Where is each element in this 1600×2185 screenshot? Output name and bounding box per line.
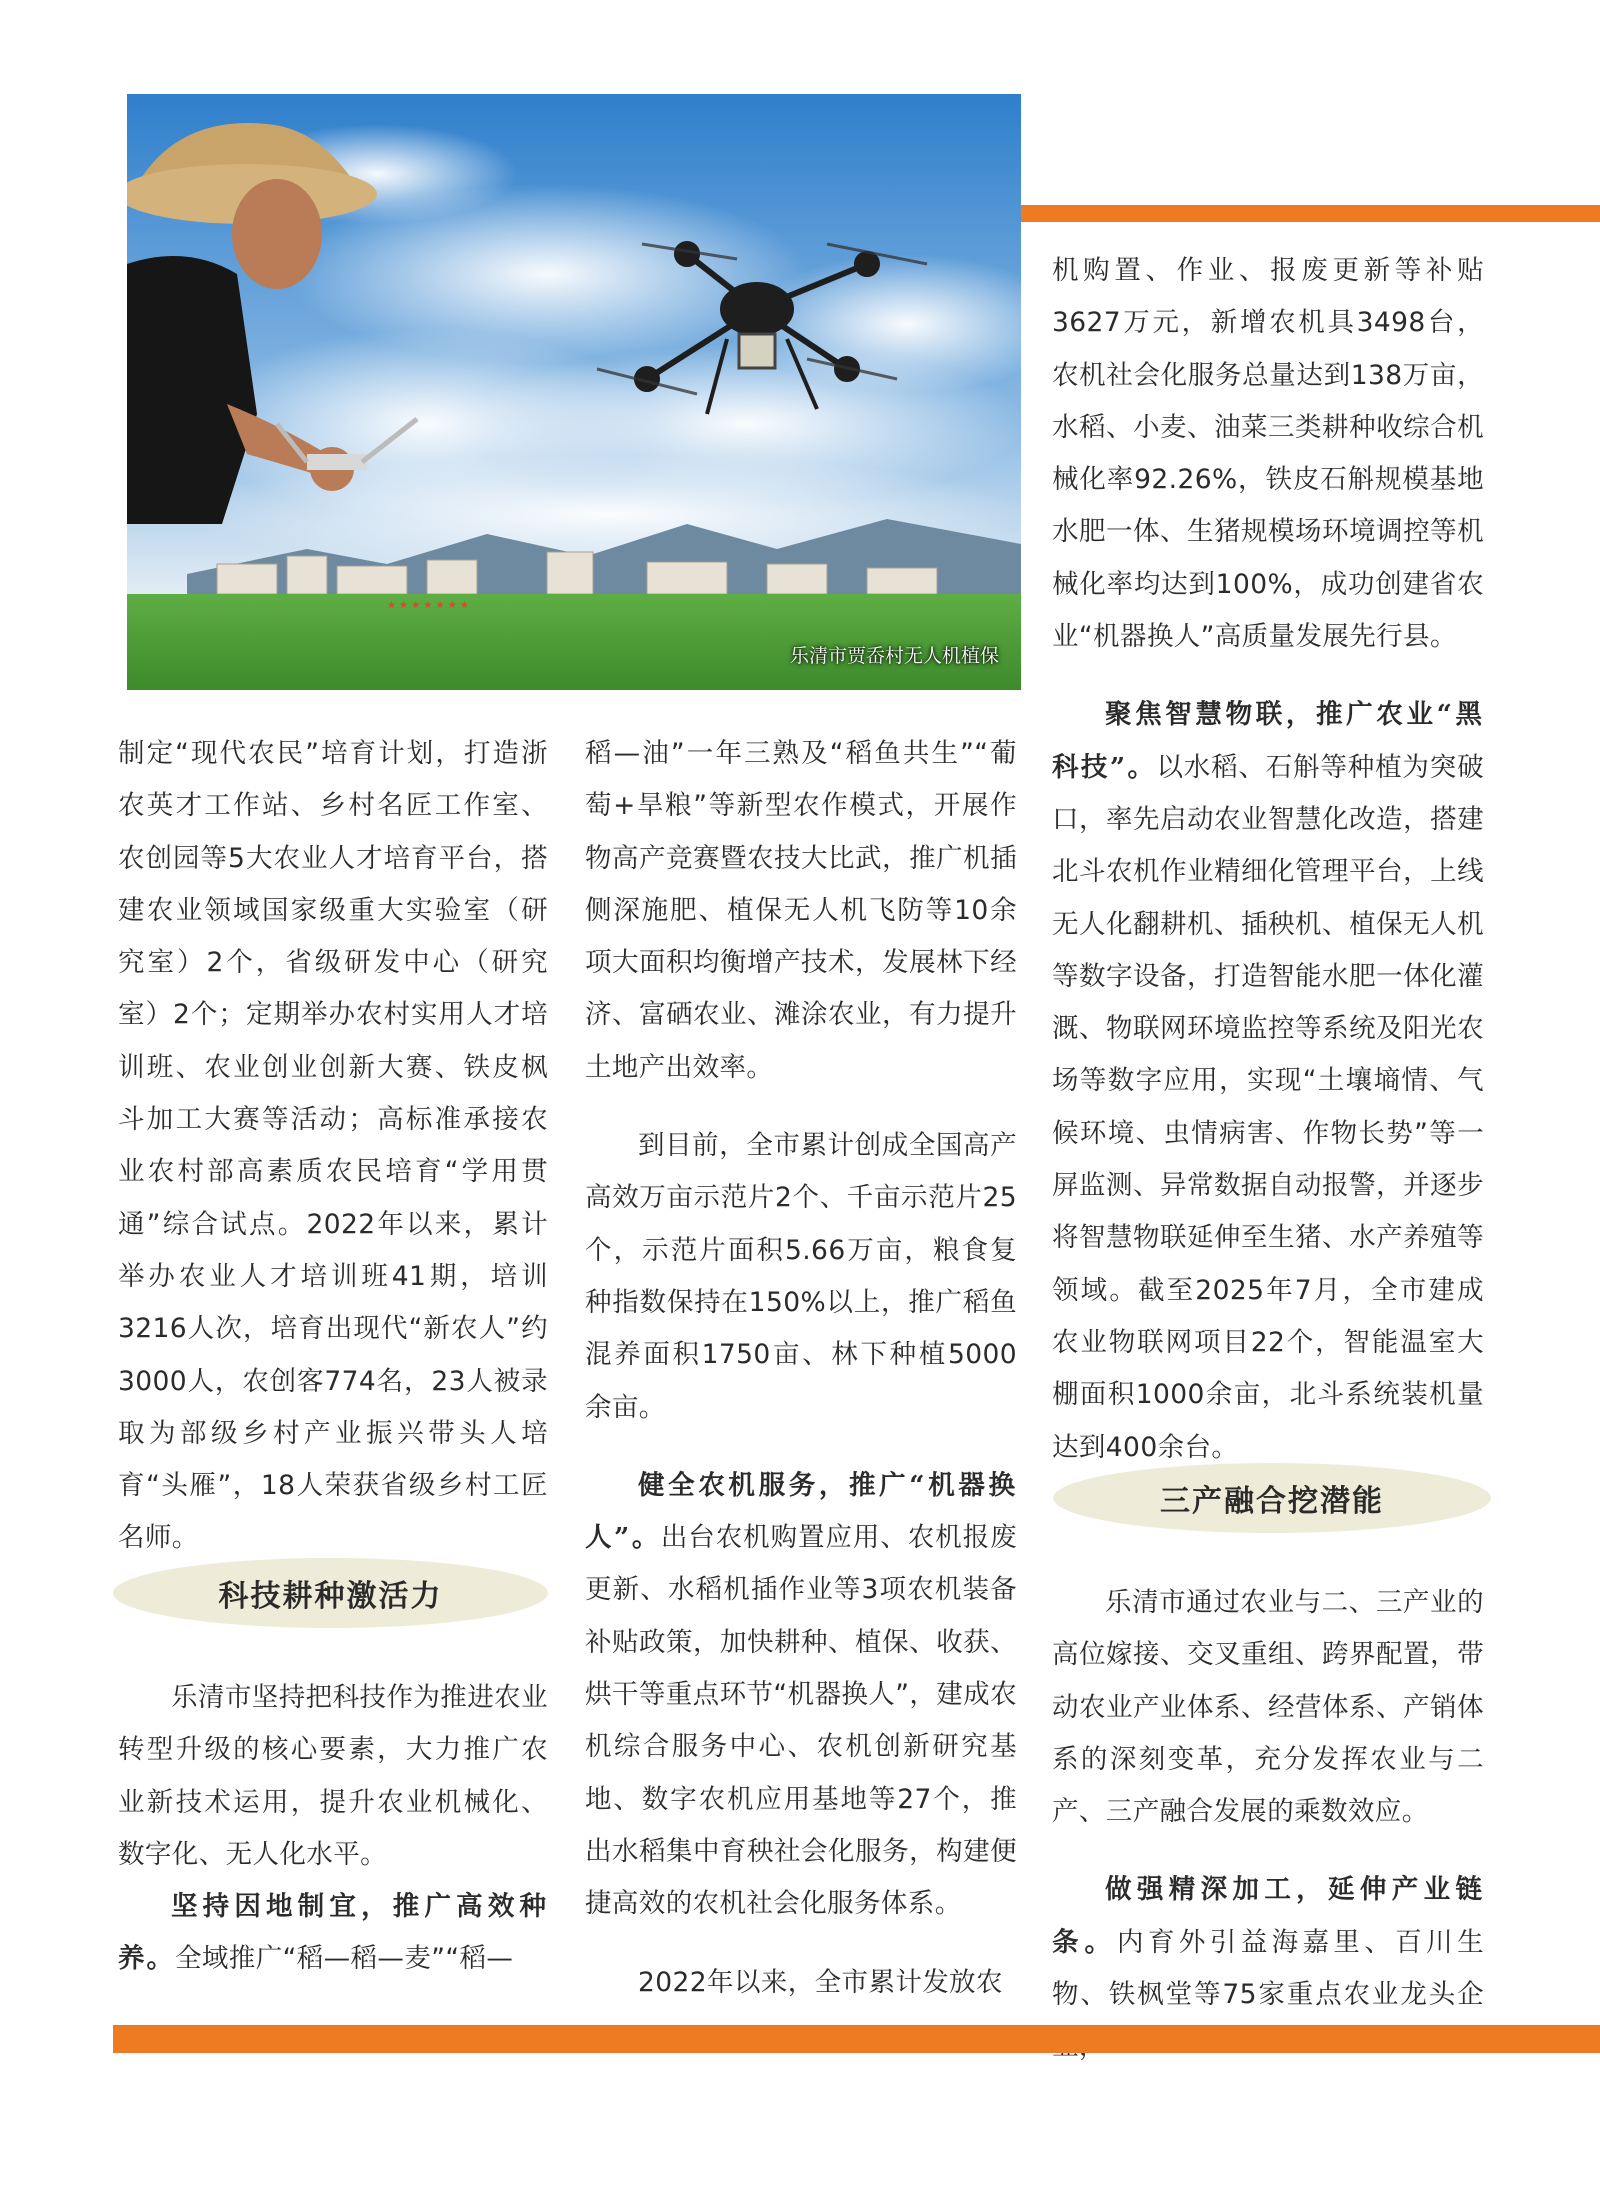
column-3-paragraph-3: 乐清市通过农业与二、三产业的高位嫁接、交叉重组、跨界配置，带动农业产业体系、经营体系、产销体系的深刻变革，充分发挥农业与二产、三产融合发展的乘数效应。 [1052,1587,1484,1828]
column-3-paragraph-4-text: 内育外引益海嘉里、百川生物、铁枫堂等75家重点农业龙头企 [1052,1926,1484,2011]
column-1-paragraph-1: 制定“现代农民”培育计划，打造浙农英才工作站、乡村名匠工作室、农创园等5大农业人才培育平台，搭建农业领域国家级重大实验室（研究室）2个，省级研发中心（研究室）2个；定期举办农村实用人才培训班、农业创业创新大赛、铁皮枫斗加工大赛等活动；高标准承接农业农村部高素质农民培育“学用贯通”综合试点。2022年以来，累计举办农业人才培训班41期，培训3216人次，培育出现代“新农人”约3000人，农创客774名，23人被录取为部级乡村产业振兴带头人培育“头雁”，18人荣获省级乡村工匠名师。 [118,738,548,1554]
column-2-paragraph-3-text: 出台农机购置应用、农机报废更新、水稻机插作业等3项农机装备补贴政策，加快耕种、植保、收获、烘干等重点环节“机器换人”，建成农机综合服务中心、农机创新研究基地、数字农机应用基地等27个，推出水稻集中育秧社会化服务，构建便捷高效的农机社会化服务体系。 [585,1522,1017,1920]
column-1-paragraph-3-text: 全域推广“稻—稻—麦”“稻— [175,1943,514,1975]
column-3-paragraph-1: 机购置、作业、报废更新等补贴3627万元，新增农机具3498台，农机社会化服务总量达到138万亩，水稻、小麦、油菜三类耕种收综合机械化率92.26%，铁皮石斛规模基地水肥一体、生猪规模场环境调控等机械化率均达到100%，成功创建省农业“机器换人”高质量发展先行县。 [1052,255,1484,653]
field-banner: ★ ★ ★ ★ ★ ★ ★ [387,600,469,611]
lead-deep-processing: 做强精深加工，延伸产业链条。 [1052,1874,1484,1958]
lead-efficient-farming: 坚持因地制宜，推广高效种养。 [118,1891,548,1975]
column-2-paragraph-4: 2022年以来，全市累计发放农 [638,1966,1003,1998]
orange-accent-bar-bottom [113,2025,1600,2053]
photo-caption: 乐清市贾岙村无人机植保 [789,645,999,667]
drone-photo-illustration [127,94,1021,690]
column-1-paragraph-3 [118,1881,548,1986]
lead-smart-iot: 聚焦智慧物联，推广农业“黑科技”。 [1052,699,1484,783]
column-3-lower [1052,1577,1484,2074]
column-2-paragraph-1: 稻—油”一年三熟及“稻鱼共生”“葡萄+旱粮”等新型农作模式，开展作物高产竞赛暨农技大比武，推广机插侧深施肥、植保无人机飞防等10余项大面积均衡增产技术，发展林下经济、富硒农业、滩涂农业，有力提升土地产出效率。 [585,738,1017,1083]
column-1 [118,728,548,1565]
column-1-paragraph-2: 乐清市坚持把科技作为推进农业转型升级的核心要素，大力推广农业新技术运用，提升农业机械化、数字化、无人化水平。 [118,1682,548,1870]
column-2 [585,728,1017,2009]
column-3 [1052,245,1484,1474]
column-2-paragraph-2: 到目前，全市累计创成全国高产高效万亩示范片2个、千亩示范片25个，示范片面积5.66万亩，粮食复种指数保持在150%以上，推广稻鱼混养面积1750亩、林下种植5000余亩。 [585,1130,1017,1423]
orange-accent-bar-top [1021,205,1600,222]
section-title-integration: 三产融合挖潜能 [1053,1463,1491,1533]
column-1-lower [118,1672,548,1986]
column-3-paragraph-2-text: 以水稻、石斛等种植为突破口，率先启动农业智慧化改造，搭建北斗农机作业精细化管理平台，上线无人化翻耕机、插秧机、植保无人机等数字设备，打造智能水肥一体化灌溉、物联网环境监控等系统及阳光农场等数字应用，实现“土壤墒情、气候环境、虫情病害、作物长势”等一屏监测、异常数据自动报警，并逐步将智慧物联延伸至生猪、水产养殖等领域。截至2025年7月，全市建成农业物联网项目22个，智能温室大棚面积1000余亩，北斗系统装机量达到400余台。 [1052,751,1484,1463]
lead-machinery-service: 健全农机服务，推广“机器换人”。 [585,1469,1017,1554]
column-2-paragraph-3 [585,1460,1017,1931]
section-title-tech: 科技耕种激活力 [113,1558,548,1628]
drone-photo [127,94,1021,690]
column-3-paragraph-2 [1052,689,1484,1473]
